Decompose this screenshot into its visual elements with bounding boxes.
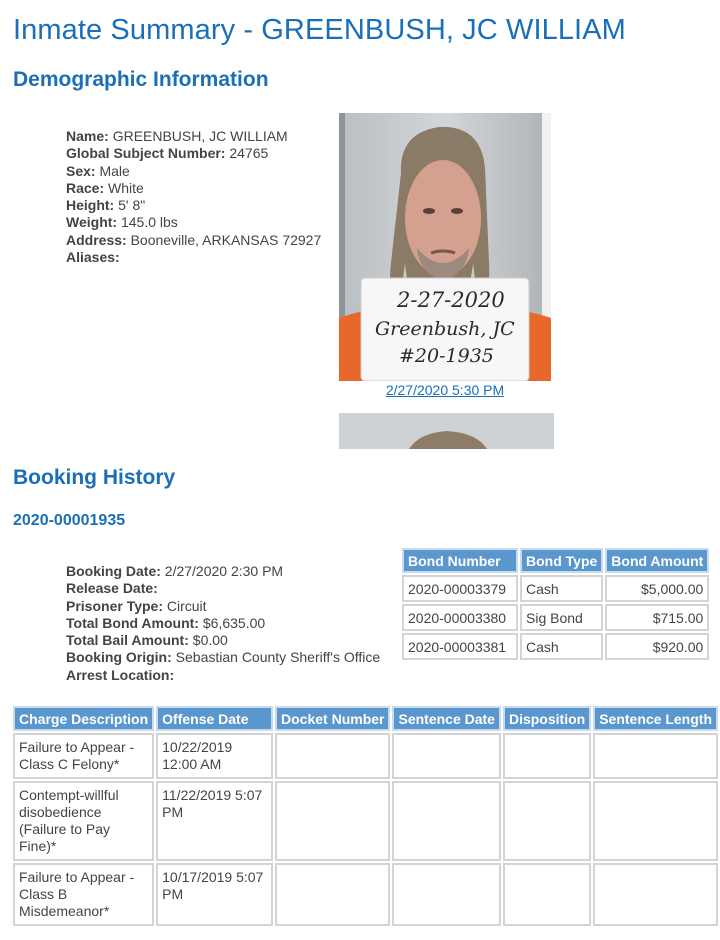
charge-table-header [13,706,718,731]
booking-history-heading: Booking History [13,466,176,489]
offense-date-cell: 10/22/2019 12:00 AM [156,733,273,779]
field-total-bail-amount: Total Bail Amount: $0.00 [66,632,228,649]
bond-type-header: Bond Type [520,548,603,573]
offense-date-cell: 11/22/2019 5:07 PM [156,781,273,861]
sign-date-text: 2-27-2020 [397,288,505,312]
disposition-header: Disposition [503,706,591,731]
bond-number-cell: 2020-00003379 [402,575,518,602]
bond-amount-cell: $715.00 [605,604,709,631]
docket-number-cell [275,733,390,779]
docket-number-header: Docket Number [275,706,390,731]
field-global-subject-number: Global Subject Number: 24765 [66,145,269,162]
field-name: Name: GREENBUSH, JC WILLIAM [66,128,288,144]
sentence-length-header: Sentence Length [593,706,718,731]
field-address: Address: Booneville, ARKANSAS 72927 [66,231,322,248]
photo-date-link[interactable]: 2/27/2020 5:30 PM [385,382,505,398]
sentence-length-cell [593,781,718,861]
field-sex: Sex: Male [66,162,130,179]
field-booking-origin: Booking Origin: Sebastian County Sheriff's Office [66,649,381,666]
charge-description-header: Charge Description [13,706,154,731]
charge-description-cell: Failure to Appear - Class B Misdemeanor* [13,863,154,926]
disposition-cell [503,733,591,779]
field-height: Height: 5' 8" [66,197,146,214]
table-row [13,863,718,926]
sign-number-text: #20-1935 [399,345,494,367]
offense-date-header: Offense Date [156,706,273,731]
field-weight: Weight: 145.0 lbs [66,214,178,231]
bond-amount-cell: $920.00 [605,633,709,660]
bond-amount-header: Bond Amount [605,548,709,573]
sentence-length-cell [593,733,718,779]
field-arrest-location: Arrest Location: [66,666,175,683]
bond-number-cell: 2020-00003380 [402,604,518,631]
bond-amount-cell: $5,000.00 [605,575,709,602]
booking-number: 2020-00001935 [13,512,126,529]
disposition-cell [503,781,591,861]
field-release-date: Release Date: [66,580,158,597]
charge-table [11,704,720,928]
demographics-heading: Demographic Information [13,68,269,91]
disposition-cell [503,863,591,926]
field-race: Race: White [66,179,144,196]
bond-number-header: Bond Number [402,548,518,573]
field-total-bond-amount: Total Bond Amount: $6,635.00 [66,614,266,631]
charge-description-cell: Failure to Appear - Class C Felony* [13,733,154,779]
bond-type-cell: Cash [520,633,603,660]
sentence-date-cell [392,733,500,779]
table-row [13,733,718,779]
sentence-date-cell [392,781,500,861]
page-title: Inmate Summary - GREENBUSH, JC WILLIAM [13,14,626,46]
field-prisoner-type: Prisoner Type: Circuit [66,597,207,614]
offense-date-cell: 10/17/2019 5:07 PM [156,863,273,926]
sentence-date-cell [392,863,500,926]
sentence-length-cell [593,863,718,926]
field-aliases: Aliases: [66,249,120,266]
bond-type-cell: Cash [520,575,603,602]
table-row [13,781,718,861]
field-booking-date: Booking Date: 2/27/2020 2:30 PM [66,563,284,579]
sign-name-text: Greenbush, JC [375,318,515,340]
bond-type-cell: Sig Bond [520,604,603,631]
bond-number-cell: 2020-00003381 [402,633,518,660]
sentence-date-header: Sentence Date [392,706,500,731]
charge-description-cell: Contempt-willful disobedience (Failure to Pay Fine)* [13,781,154,861]
docket-number-cell [275,781,390,861]
docket-number-cell [275,863,390,926]
